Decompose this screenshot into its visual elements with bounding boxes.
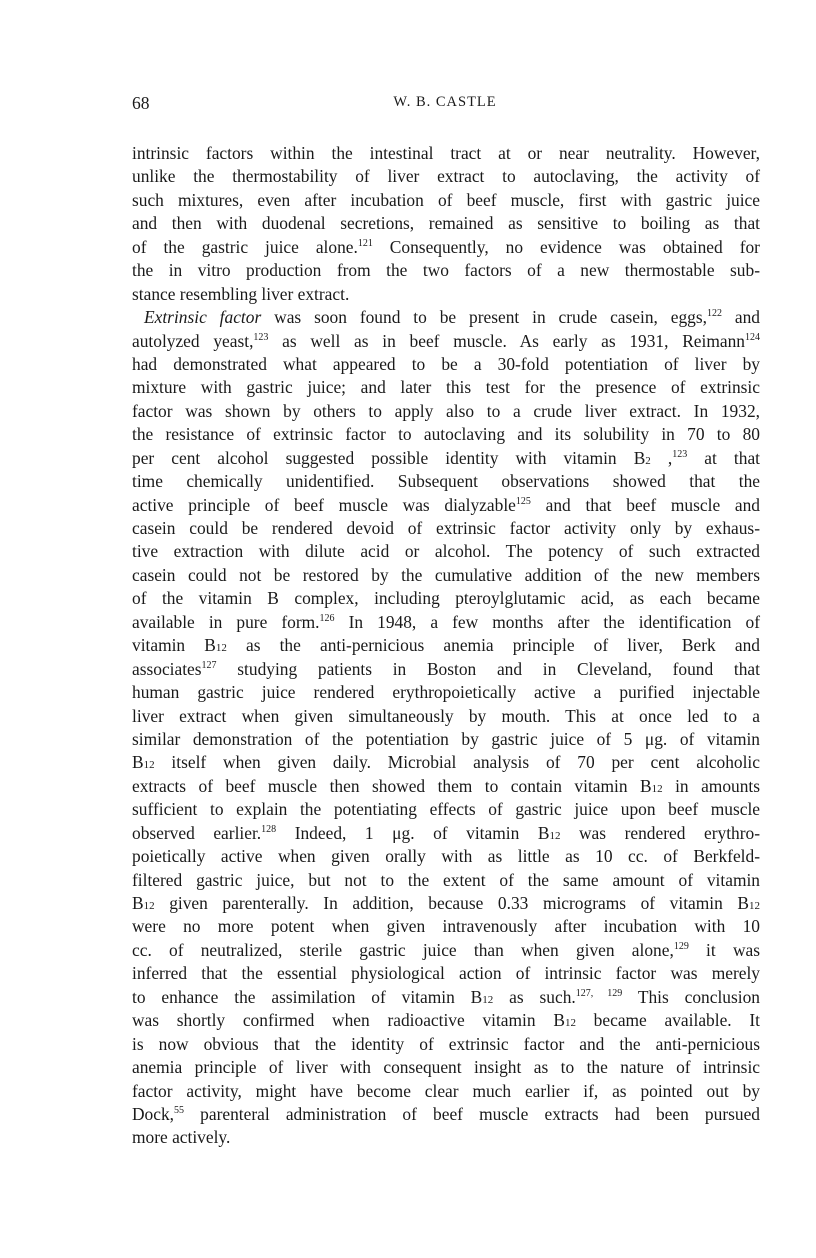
text-run: casein could not be restored by the cumulative addition of the new members (132, 564, 760, 585)
text-run: stance resembling liver extract. (132, 283, 350, 304)
text-line (132, 306, 760, 329)
text-line (132, 494, 760, 517)
text-run: Indeed, 1 μg. of vitamin B (276, 822, 550, 843)
text-run: factor was shown by others to apply also to a crude liver extract. In 1932, (132, 400, 760, 421)
text-run: as well as in beef muscle. As early as 1931, Reimann (268, 330, 745, 351)
text-line (132, 915, 760, 938)
text-line (132, 1126, 760, 1149)
reference-superscript: 128 (261, 823, 277, 835)
text-line (132, 869, 760, 892)
subscript: 12 (482, 993, 494, 1006)
reference-superscript: 123 (672, 448, 688, 460)
text-line (132, 845, 760, 868)
text-line (132, 658, 760, 681)
text-run: studying patients in Boston and in Cleveland, found that (216, 658, 760, 679)
text-line (132, 470, 760, 493)
text-run: B (132, 893, 144, 913)
subscript: 12 (651, 782, 663, 795)
text-run: extracts of beef muscle then showed them to contain vitamin B (132, 775, 652, 796)
subscript: 12 (549, 829, 561, 842)
text-run: had demonstrated what appeared to be a 30-fold potentiation of liver by (132, 353, 760, 374)
text-run: as the anti-pernicious anemia principle of liver, Berk and (226, 635, 760, 656)
page-number: 68 (132, 93, 150, 113)
text-run: and that beef muscle and (530, 494, 760, 515)
text-line (132, 1033, 760, 1056)
text-run: as such. (493, 986, 576, 1007)
text-run: liver extract when given simultaneously by mouth. This at once led to a (132, 705, 760, 726)
text-line (132, 189, 760, 212)
text-line (132, 986, 760, 1009)
text-line (132, 634, 760, 657)
text-run: mixture with gastric juice; and later this test for the presence of extrinsic (132, 377, 760, 398)
text-run: , (650, 447, 673, 468)
text-run: in amounts (662, 775, 760, 796)
text-run: inferred that the essential physiological action of intrinsic factor was merely (132, 963, 760, 984)
text-run: the resistance of extrinsic factor to autoclaving and its solubility in 70 to 80 (132, 424, 760, 445)
text-line (132, 705, 760, 728)
text-line (132, 798, 760, 821)
text-run: was soon found to be present in crude casein, eggs, (261, 307, 707, 328)
text-line (132, 728, 760, 751)
text-line (132, 212, 760, 235)
reference-superscript: 127 (201, 659, 217, 671)
text-line (132, 681, 760, 704)
subscript: 12 (143, 900, 155, 912)
text-run: active principle of beef muscle was dialyzable (132, 494, 516, 515)
text-run: of the gastric juice alone. (132, 236, 358, 257)
subscript: 2 (645, 454, 651, 467)
reference-superscript: 125 (515, 495, 531, 507)
reference-superscript: 126 (319, 612, 335, 624)
reference-superscript: 121 (357, 237, 373, 249)
text-run: the in vitro production from the two factors of a new thermostable sub- (132, 260, 760, 281)
text-run: similar demonstration of the potentiation by gastric juice of 5 μg. of vitamin (132, 728, 760, 749)
text-line (132, 564, 760, 587)
text-run: poietically active when given orally with as little as 10 cc. of Berkfeld- (132, 846, 760, 867)
text-run: Dock, (132, 1103, 175, 1124)
text-run: unlike the thermostability of liver extract to autoclaving, the activity of (132, 166, 760, 187)
text-run: at that (687, 447, 760, 468)
text-run: casein could be rendered devoid of extrinsic factor activity only by exhaus- (132, 518, 760, 538)
reference-superscript: 129 (673, 941, 689, 953)
text-line (132, 775, 760, 798)
text-run: to enhance the assimilation of vitamin B (132, 986, 483, 1007)
body-text (132, 142, 760, 1150)
text-line (132, 259, 760, 282)
page-header (132, 93, 758, 117)
text-run: cc. of neutralized, sterile gastric juice than when given alone, (132, 939, 674, 960)
text-run: such mixtures, even after incubation of beef muscle, first with gastric juice (132, 189, 760, 210)
text-line (132, 517, 760, 540)
text-run: intrinsic factors within the intestinal tract at or near neutrality. However, (132, 143, 760, 163)
text-run: time chemically unidentified. Subsequent observations showed that the (132, 471, 760, 492)
text-run: more actively. (132, 1127, 231, 1148)
text-run: were no more potent when given intravenously after incubation with 10 (132, 916, 760, 937)
paragraph (132, 142, 760, 306)
text-line (132, 1080, 760, 1103)
subscript: 12 (143, 759, 155, 772)
text-run: Consequently, no evidence was obtained for (372, 236, 760, 257)
text-run: autolyzed yeast, (132, 330, 254, 351)
text-run: factor activity, might have become clear much earlier if, as pointed out by (132, 1080, 760, 1101)
text-run: given parenterally. In addition, because 0.33 micrograms of vitamin B (154, 893, 749, 913)
subscript: 12 (564, 1017, 576, 1030)
text-line (132, 822, 760, 845)
reference-superscript: 127, 129 (575, 987, 623, 999)
text-line (132, 283, 760, 306)
text-run: became available. It (575, 1010, 760, 1031)
text-line (132, 353, 760, 376)
text-line (132, 1103, 760, 1126)
emphasis-text: Extrinsic factor (144, 307, 262, 328)
text-run: parenteral administration of beef muscle extracts had been pursued (184, 1103, 760, 1124)
text-run: was shortly confirmed when radioactive vitamin B (132, 1010, 565, 1031)
subscript: 12 (215, 642, 227, 655)
text-line (132, 587, 760, 610)
reference-superscript: 123 (253, 331, 269, 343)
reference-superscript: 55 (174, 1105, 185, 1117)
text-run: anemia principle of liver with consequent insight as to the nature of intrinsic (132, 1057, 760, 1078)
text-run: vitamin B (132, 635, 216, 656)
text-line (132, 540, 760, 563)
text-run: was rendered erythro- (560, 822, 760, 843)
text-line (132, 1009, 760, 1032)
reference-superscript: 124 (745, 331, 760, 343)
reference-superscript: 122 (706, 308, 722, 320)
text-run: of the vitamin B complex, including pteroylglutamic acid, as each became (132, 588, 760, 609)
text-run: per cent alcohol suggested possible identity with vitamin B (132, 447, 646, 468)
text-line (132, 939, 760, 962)
running-head-author: W. B. CASTLE (393, 94, 497, 110)
text-line (132, 447, 760, 470)
text-run: filtered gastric juice, but not to the extent of the same amount of vitamin (132, 869, 760, 890)
text-run: and then with duodenal secretions, remained as sensitive to boiling as that (132, 213, 760, 234)
text-line (132, 423, 760, 446)
text-line (132, 142, 760, 165)
text-run: tive extraction with dilute acid or alcohol. The potency of such extracted (132, 541, 760, 562)
text-line (132, 376, 760, 399)
text-run: human gastric juice rendered erythropoietically active a purified injectable (132, 682, 760, 703)
text-run: is now obvious that the identity of extrinsic factor and the anti-pernicious (132, 1033, 760, 1054)
text-run: observed earlier. (132, 822, 262, 843)
text-run: it was (688, 939, 760, 960)
text-run: itself when given daily. Microbial analysis of 70 per cent alcoholic (154, 752, 760, 773)
text-line (132, 611, 760, 634)
subscript: 12 (749, 900, 760, 912)
text-line (132, 400, 760, 423)
text-line (132, 892, 760, 915)
paragraph (132, 306, 760, 1150)
text-line (132, 330, 760, 353)
text-line (132, 236, 760, 259)
text-run: This conclusion (622, 986, 760, 1007)
text-line (132, 751, 760, 774)
text-line (132, 962, 760, 985)
text-run: sufficient to explain the potentiating effects of gastric juice upon beef muscle (132, 799, 760, 820)
text-line (132, 165, 760, 188)
text-run: associates (132, 658, 202, 679)
text-run: In 1948, a few months after the identification of (334, 611, 760, 632)
text-line (132, 1056, 760, 1079)
text-run: available in pure form. (132, 611, 320, 632)
text-run: B (132, 752, 144, 773)
text-run: and (721, 307, 760, 328)
